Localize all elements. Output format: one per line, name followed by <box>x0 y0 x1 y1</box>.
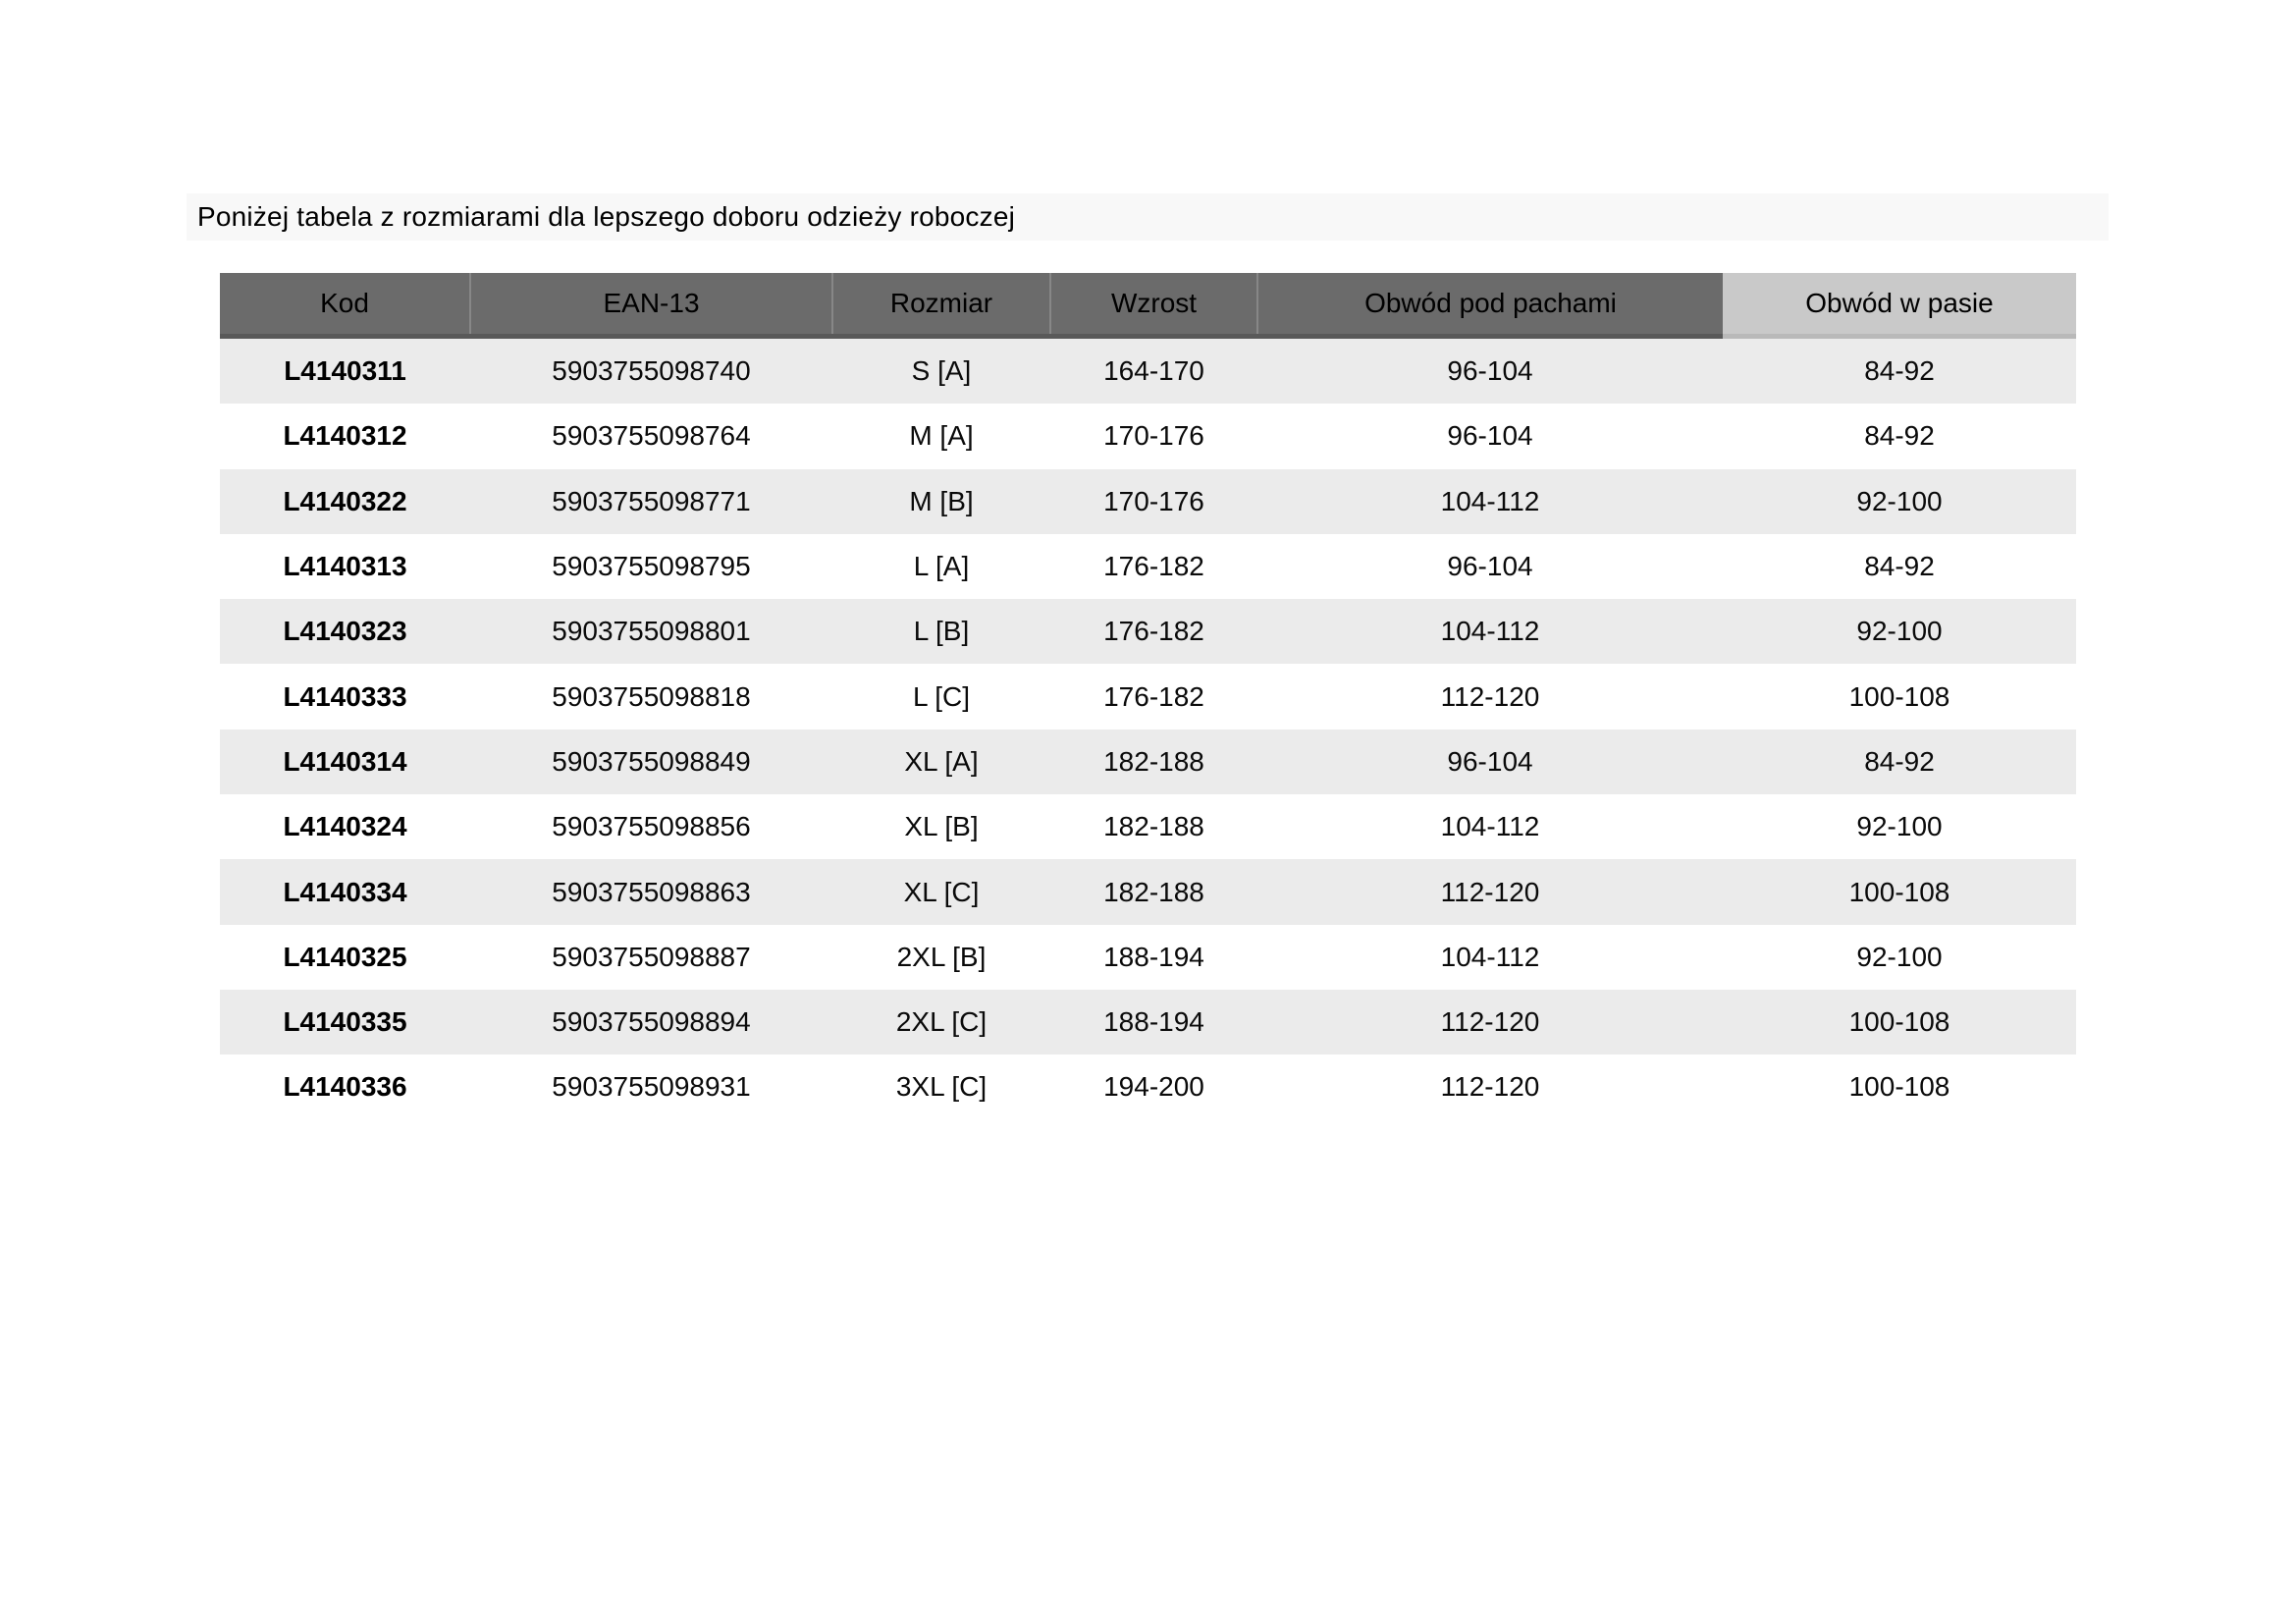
size-table <box>220 273 2076 1120</box>
cell-ean13: 5903755098818 <box>470 664 832 729</box>
cell-rozmiar: XL [A] <box>832 730 1050 794</box>
cell-obwod-pod-pachami: 112-120 <box>1257 859 1723 924</box>
intro-text: Poniżej tabela z rozmiarami dla lepszego doboru odzieży roboczej <box>197 201 1016 232</box>
column-header-obwod-w-pasie: Obwód w pasie <box>1723 273 2076 337</box>
cell-obwod-w-pasie: 84-92 <box>1723 534 2076 599</box>
table-row <box>220 664 2076 729</box>
table-row <box>220 404 2076 468</box>
cell-obwod-w-pasie: 92-100 <box>1723 925 2076 990</box>
cell-kod: L4140311 <box>220 337 470 405</box>
cell-ean13: 5903755098740 <box>470 337 832 405</box>
cell-obwod-pod-pachami: 96-104 <box>1257 404 1723 468</box>
column-header-ean13: EAN-13 <box>470 273 832 337</box>
cell-obwod-w-pasie: 84-92 <box>1723 337 2076 405</box>
cell-ean13: 5903755098856 <box>470 794 832 859</box>
cell-kod: L4140312 <box>220 404 470 468</box>
cell-kod: L4140314 <box>220 730 470 794</box>
table-row <box>220 990 2076 1055</box>
cell-obwod-pod-pachami: 112-120 <box>1257 1055 1723 1119</box>
cell-obwod-w-pasie: 92-100 <box>1723 794 2076 859</box>
cell-ean13: 5903755098801 <box>470 599 832 664</box>
column-header-rozmiar: Rozmiar <box>832 273 1050 337</box>
cell-rozmiar: L [A] <box>832 534 1050 599</box>
cell-obwod-pod-pachami: 104-112 <box>1257 469 1723 534</box>
cell-obwod-w-pasie: 84-92 <box>1723 404 2076 468</box>
cell-ean13: 5903755098931 <box>470 1055 832 1119</box>
cell-rozmiar: XL [B] <box>832 794 1050 859</box>
cell-obwod-pod-pachami: 104-112 <box>1257 599 1723 664</box>
cell-ean13: 5903755098771 <box>470 469 832 534</box>
cell-kod: L4140335 <box>220 990 470 1055</box>
cell-ean13: 5903755098795 <box>470 534 832 599</box>
size-table-header <box>220 273 2076 337</box>
cell-kod: L4140336 <box>220 1055 470 1119</box>
cell-wzrost: 176-182 <box>1050 664 1257 729</box>
cell-kod: L4140325 <box>220 925 470 990</box>
cell-wzrost: 194-200 <box>1050 1055 1257 1119</box>
cell-wzrost: 170-176 <box>1050 469 1257 534</box>
cell-wzrost: 164-170 <box>1050 337 1257 405</box>
cell-rozmiar: L [C] <box>832 664 1050 729</box>
cell-obwod-w-pasie: 100-108 <box>1723 990 2076 1055</box>
cell-wzrost: 182-188 <box>1050 794 1257 859</box>
cell-rozmiar: M [A] <box>832 404 1050 468</box>
table-row <box>220 337 2076 405</box>
header-row <box>220 273 2076 337</box>
cell-kod: L4140323 <box>220 599 470 664</box>
cell-ean13: 5903755098849 <box>470 730 832 794</box>
cell-obwod-w-pasie: 100-108 <box>1723 1055 2076 1119</box>
cell-kod: L4140324 <box>220 794 470 859</box>
table-row <box>220 469 2076 534</box>
cell-wzrost: 182-188 <box>1050 730 1257 794</box>
cell-obwod-pod-pachami: 112-120 <box>1257 990 1723 1055</box>
cell-kod: L4140334 <box>220 859 470 924</box>
cell-rozmiar: S [A] <box>832 337 1050 405</box>
cell-wzrost: 170-176 <box>1050 404 1257 468</box>
table-row <box>220 794 2076 859</box>
cell-ean13: 5903755098764 <box>470 404 832 468</box>
cell-wzrost: 188-194 <box>1050 925 1257 990</box>
table-row <box>220 1055 2076 1119</box>
cell-obwod-w-pasie: 92-100 <box>1723 599 2076 664</box>
cell-wzrost: 176-182 <box>1050 599 1257 664</box>
cell-ean13: 5903755098887 <box>470 925 832 990</box>
cell-rozmiar: L [B] <box>832 599 1050 664</box>
cell-kod: L4140322 <box>220 469 470 534</box>
cell-wzrost: 188-194 <box>1050 990 1257 1055</box>
cell-obwod-pod-pachami: 104-112 <box>1257 794 1723 859</box>
table-row <box>220 599 2076 664</box>
cell-rozmiar: M [B] <box>832 469 1050 534</box>
column-header-wzrost: Wzrost <box>1050 273 1257 337</box>
table-row <box>220 925 2076 990</box>
cell-obwod-pod-pachami: 96-104 <box>1257 534 1723 599</box>
cell-obwod-w-pasie: 100-108 <box>1723 859 2076 924</box>
cell-ean13: 5903755098894 <box>470 990 832 1055</box>
cell-rozmiar: 2XL [C] <box>832 990 1050 1055</box>
table-row <box>220 730 2076 794</box>
size-table-body <box>220 337 2076 1120</box>
cell-kod: L4140313 <box>220 534 470 599</box>
cell-obwod-w-pasie: 100-108 <box>1723 664 2076 729</box>
intro-strip <box>187 193 2109 241</box>
cell-kod: L4140333 <box>220 664 470 729</box>
cell-rozmiar: 3XL [C] <box>832 1055 1050 1119</box>
column-header-obwod-pod-pachami: Obwód pod pachami <box>1257 273 1723 337</box>
table-row <box>220 534 2076 599</box>
cell-rozmiar: 2XL [B] <box>832 925 1050 990</box>
cell-obwod-w-pasie: 92-100 <box>1723 469 2076 534</box>
cell-wzrost: 182-188 <box>1050 859 1257 924</box>
cell-obwod-pod-pachami: 96-104 <box>1257 337 1723 405</box>
cell-rozmiar: XL [C] <box>832 859 1050 924</box>
cell-obwod-w-pasie: 84-92 <box>1723 730 2076 794</box>
cell-obwod-pod-pachami: 96-104 <box>1257 730 1723 794</box>
cell-obwod-pod-pachami: 112-120 <box>1257 664 1723 729</box>
cell-ean13: 5903755098863 <box>470 859 832 924</box>
table-row <box>220 859 2076 924</box>
cell-wzrost: 176-182 <box>1050 534 1257 599</box>
column-header-kod: Kod <box>220 273 470 337</box>
cell-obwod-pod-pachami: 104-112 <box>1257 925 1723 990</box>
